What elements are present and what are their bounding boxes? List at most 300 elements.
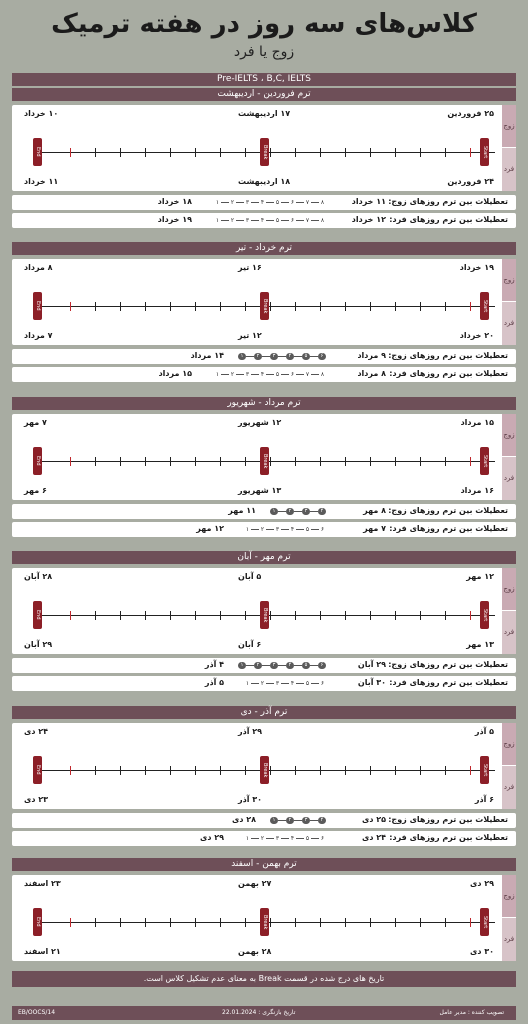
odd-holiday-row [12, 831, 516, 846]
term-header: ترم مهر - آبان [12, 551, 516, 564]
even-holiday-row [12, 349, 516, 364]
end-even-date: ۱۰ خرداد [24, 109, 59, 118]
term-header: ترم آذر - دی [12, 706, 516, 719]
holiday-label: تعطیلات بین ترم روزهای فرد: [389, 369, 508, 378]
holiday-step: ۱ [270, 817, 278, 824]
odd-holiday-row [12, 522, 516, 537]
holiday-step: ۱ [238, 662, 246, 669]
holiday-step: ۵ [305, 526, 310, 533]
holiday-step: ۱ [245, 835, 250, 842]
timeline-tick [95, 457, 96, 466]
timeline-tick [245, 457, 246, 466]
start-even-date: ۱۹ خرداد [459, 263, 494, 272]
term-header: ترم خرداد - تیر [12, 242, 516, 255]
end-marker: End [33, 756, 42, 784]
timeline-tick [370, 766, 371, 775]
timeline-panel [12, 105, 516, 191]
step-connector [251, 529, 259, 530]
step-connector [296, 529, 304, 530]
step-connector [221, 374, 229, 375]
holiday-step: ۲ [254, 353, 262, 360]
holiday-from-date: ۹ مرداد [357, 351, 386, 360]
footer-code: EB/OOCS/14 [18, 1009, 56, 1016]
holiday-step: ۵ [305, 835, 310, 842]
timeline-tick [270, 611, 271, 620]
holiday-from-date: ۲۴ دی [362, 833, 386, 842]
holiday-step: ۲ [286, 508, 294, 515]
start-marker: Start [480, 292, 489, 320]
holiday-step: ۵ [275, 199, 280, 206]
holiday-step: ۶ [320, 835, 325, 842]
step-connector [311, 374, 319, 375]
holiday-step: ۷ [305, 371, 310, 378]
step-connector [236, 374, 244, 375]
holiday-step: ۴ [290, 835, 295, 842]
end-odd-date: ۶ مهر [24, 486, 47, 495]
zone-odd: فرد [502, 766, 516, 809]
holiday-step: ۲ [230, 371, 235, 378]
term-section [12, 242, 516, 393]
break-odd-date: ۳۰ آذر [238, 795, 263, 804]
holiday-step: ۱ [215, 199, 220, 206]
step-connector [251, 374, 259, 375]
holiday-step: ۶ [290, 217, 295, 224]
even-holiday-row [12, 813, 516, 828]
start-even-date: ۱۲ مهر [466, 572, 494, 581]
timeline-tick [70, 611, 71, 620]
timeline-panel [12, 259, 516, 345]
timeline-tick [195, 918, 196, 927]
step-connector [236, 202, 244, 203]
holiday-step: ۶ [320, 680, 325, 687]
zone-even: زوج [502, 259, 516, 301]
holiday-step: ۳ [245, 199, 250, 206]
step-connector [262, 665, 270, 666]
step-connector [251, 683, 259, 684]
timeline-panel [12, 875, 516, 961]
start-marker: Start [480, 447, 489, 475]
timeline-tick [370, 918, 371, 927]
timeline-tick [145, 611, 146, 620]
footer-bar [12, 1006, 516, 1020]
holiday-step: ۱ [215, 217, 220, 224]
holiday-step: ۶ [318, 353, 326, 360]
timeline-tick [295, 302, 296, 311]
holiday-from-date: ۲۹ آبان [357, 660, 386, 669]
timeline-tick [70, 918, 71, 927]
timeline-tick [320, 611, 321, 620]
timeline-tick [445, 611, 446, 620]
break-even-date: ۵ آبان [238, 572, 262, 581]
step-connector [310, 820, 318, 821]
timeline-tick [345, 766, 346, 775]
holiday-to-date: ۱۱ مهر [228, 506, 256, 515]
timeline-tick [170, 302, 171, 311]
step-connector [281, 838, 289, 839]
timeline-tick [170, 766, 171, 775]
start-even-date: ۵ آذر [474, 727, 494, 736]
timeline-tick [370, 148, 371, 157]
timeline-tick [420, 148, 421, 157]
holiday-steps [270, 817, 326, 824]
timeline-tick [370, 611, 371, 620]
timeline-tick [70, 302, 71, 311]
timeline-panel [12, 414, 516, 500]
holiday-to-date: ۵ آذر [204, 678, 224, 687]
timeline-tick [220, 918, 221, 927]
step-connector [294, 356, 302, 357]
end-marker: End [33, 908, 42, 936]
zone-odd: فرد [502, 302, 516, 345]
holiday-label: تعطیلات بین ترم روزهای فرد: [389, 215, 508, 224]
timeline-tick [70, 457, 71, 466]
timeline-tick [245, 611, 246, 620]
end-even-date: ۸ مرداد [24, 263, 53, 272]
timeline-tick [170, 457, 171, 466]
timeline-tick [320, 918, 321, 927]
timeline-tick [445, 918, 446, 927]
term-section [12, 88, 516, 239]
holiday-from-date: ۳۰ آبان [357, 678, 386, 687]
step-connector [311, 220, 319, 221]
holiday-from-date: ۲۵ دی [362, 815, 386, 824]
footer-approved: تصویب کننده : مدیر عامل [439, 1009, 504, 1016]
holiday-step: ۲ [230, 199, 235, 206]
timeline-panel [12, 568, 516, 654]
timeline-panel [12, 723, 516, 809]
step-connector [221, 220, 229, 221]
step-connector [251, 220, 259, 221]
holiday-to-date: ۱۵ مرداد [158, 369, 192, 378]
holiday-step: ۸ [320, 371, 325, 378]
timeline-tick [70, 148, 71, 157]
zone-odd: فرد [502, 148, 516, 191]
holiday-step: ۳ [245, 371, 250, 378]
start-odd-date: ۳۰ دی [470, 947, 494, 956]
holiday-label: تعطیلات بین ترم روزهای زوج: [388, 815, 508, 824]
holiday-steps [214, 217, 326, 224]
holiday-step: ۵ [275, 217, 280, 224]
timeline-tick [145, 302, 146, 311]
holiday-step: ۳ [270, 662, 278, 669]
break-even-date: ۱۷ اردیبهشت [238, 109, 291, 118]
holiday-step: ۴ [260, 217, 265, 224]
timeline-tick [220, 457, 221, 466]
end-odd-date: ۲۹ آبان [24, 640, 53, 649]
timeline-tick [145, 918, 146, 927]
holiday-step: ۳ [275, 680, 280, 687]
holiday-step: ۳ [270, 353, 278, 360]
holiday-step: ۲ [260, 526, 265, 533]
timeline-tick [370, 302, 371, 311]
holiday-step: ۳ [302, 817, 310, 824]
step-connector [296, 838, 304, 839]
holiday-step: ۲ [230, 217, 235, 224]
timeline-tick [445, 766, 446, 775]
holiday-to-date: ۲۸ دی [232, 815, 256, 824]
timeline-tick [420, 457, 421, 466]
step-connector [251, 838, 259, 839]
holiday-steps [244, 680, 326, 687]
start-odd-date: ۲۰ خرداد [459, 331, 494, 340]
break-marker: Break [260, 138, 269, 166]
timeline-tick [445, 148, 446, 157]
holiday-to-date: ۲۹ دی [200, 833, 224, 842]
timeline-tick [95, 148, 96, 157]
holiday-step: ۵ [305, 680, 310, 687]
timeline-tick [120, 766, 121, 775]
step-connector [281, 529, 289, 530]
holiday-step: ۳ [245, 217, 250, 224]
holiday-step: ۳ [302, 508, 310, 515]
timeline-tick [170, 611, 171, 620]
timeline-tick [120, 148, 121, 157]
holiday-to-date: ۴ آذر [204, 660, 224, 669]
holiday-steps [270, 508, 326, 515]
end-marker: End [33, 292, 42, 320]
step-connector [310, 356, 318, 357]
timeline-tick [220, 611, 221, 620]
start-odd-date: ۱۳ مهر [466, 640, 494, 649]
break-marker: Break [260, 601, 269, 629]
break-marker: Break [260, 447, 269, 475]
timeline-tick [270, 302, 271, 311]
holiday-step: ۱ [215, 371, 220, 378]
timeline-tick [295, 918, 296, 927]
holiday-step: ۴ [286, 353, 294, 360]
holiday-steps [214, 371, 326, 378]
timeline-tick [395, 918, 396, 927]
holiday-to-date: ۱۴ مرداد [190, 351, 224, 360]
timeline-tick [470, 302, 471, 311]
holiday-step: ۲ [286, 817, 294, 824]
holiday-step: ۱ [245, 526, 250, 533]
holiday-step: ۶ [290, 199, 295, 206]
holiday-from-date: ۱۱ خرداد [351, 197, 386, 206]
timeline-tick [95, 302, 96, 311]
timeline-tick [470, 766, 471, 775]
step-connector [311, 202, 319, 203]
timeline-tick [345, 148, 346, 157]
holiday-step: ۳ [275, 526, 280, 533]
even-holiday-row [12, 195, 516, 210]
holiday-step: ۶ [318, 662, 326, 669]
timeline-tick [195, 302, 196, 311]
end-even-date: ۲۴ دی [24, 727, 48, 736]
timeline-tick [445, 302, 446, 311]
timeline-tick [320, 302, 321, 311]
term-section [12, 706, 516, 857]
step-connector [266, 220, 274, 221]
end-odd-date: ۲۱ اسفند [24, 947, 61, 956]
end-even-date: ۲۳ اسفند [24, 879, 61, 888]
start-even-date: ۱۵ مرداد [460, 418, 494, 427]
step-connector [296, 683, 304, 684]
step-connector [262, 356, 270, 357]
term-header: ترم بهمن - اسفند [12, 858, 516, 871]
step-connector [278, 511, 286, 512]
holiday-label: تعطیلات بین ترم روزهای زوج: [388, 351, 508, 360]
step-connector [311, 529, 319, 530]
break-odd-date: ۱۸ اردیبهشت [238, 177, 291, 186]
holiday-from-date: ۸ مرداد [357, 369, 386, 378]
holiday-step: ۲ [260, 835, 265, 842]
holiday-to-date: ۱۸ خرداد [157, 197, 192, 206]
timeline-tick [70, 766, 71, 775]
start-marker: Start [480, 908, 489, 936]
holiday-steps [238, 662, 326, 669]
step-connector [278, 820, 286, 821]
timeline-tick [120, 611, 121, 620]
even-holiday-row [12, 504, 516, 519]
holiday-steps [244, 835, 326, 842]
timeline-tick [270, 148, 271, 157]
holiday-step: ۳ [275, 835, 280, 842]
timeline-tick [445, 457, 446, 466]
step-connector [266, 529, 274, 530]
break-marker: Break [260, 908, 269, 936]
holiday-step: ۷ [305, 199, 310, 206]
step-connector [266, 683, 274, 684]
step-connector [266, 838, 274, 839]
timeline-tick [220, 148, 221, 157]
timeline-tick [345, 918, 346, 927]
step-connector [311, 683, 319, 684]
timeline-tick [195, 766, 196, 775]
holiday-step: ۴ [260, 371, 265, 378]
holiday-step: ۴ [286, 662, 294, 669]
timeline-tick [345, 611, 346, 620]
step-connector [281, 202, 289, 203]
step-connector [246, 356, 254, 357]
timeline-tick [170, 918, 171, 927]
timeline-tick [395, 457, 396, 466]
timeline-tick [470, 918, 471, 927]
step-connector [294, 511, 302, 512]
zone-odd: فرد [502, 918, 516, 961]
holiday-step: ۷ [305, 217, 310, 224]
timeline-tick [145, 148, 146, 157]
zone-even: زوج [502, 875, 516, 917]
holiday-step: ۵ [302, 353, 310, 360]
start-odd-date: ۶ آذر [474, 795, 494, 804]
step-connector [281, 374, 289, 375]
holiday-label: تعطیلات بین ترم روزهای زوج: [388, 197, 508, 206]
timeline-tick [320, 766, 321, 775]
holiday-steps [214, 199, 326, 206]
step-connector [310, 665, 318, 666]
timeline-tick [120, 457, 121, 466]
timeline-tick [245, 918, 246, 927]
timeline-tick [320, 457, 321, 466]
break-even-date: ۲۷ بهمن [238, 879, 272, 888]
holiday-step: ۶ [290, 371, 295, 378]
step-connector [294, 820, 302, 821]
zone-even: زوج [502, 414, 516, 456]
levels-bar: Pre-IELTS ، B,C, IELTS [12, 73, 516, 86]
timeline-tick [470, 611, 471, 620]
timeline-tick [245, 302, 246, 311]
break-odd-date: ۱۳ شهریور [238, 486, 282, 495]
timeline-tick [345, 302, 346, 311]
timeline-tick [195, 611, 196, 620]
start-even-date: ۲۹ دی [470, 879, 494, 888]
timeline-tick [195, 148, 196, 157]
timeline-tick [145, 766, 146, 775]
timeline-tick [420, 611, 421, 620]
footnote: تاریخ های درج شده در قسمت Break به معنای عدم تشکیل کلاس است. [12, 971, 516, 987]
holiday-step: ۱ [245, 680, 250, 687]
zone-odd: فرد [502, 457, 516, 500]
end-odd-date: ۷ مرداد [24, 331, 53, 340]
timeline-tick [320, 148, 321, 157]
holiday-to-date: ۱۹ خرداد [157, 215, 192, 224]
break-even-date: ۱۲ شهریور [238, 418, 282, 427]
timeline-tick [395, 611, 396, 620]
end-marker: End [33, 447, 42, 475]
timeline-tick [295, 611, 296, 620]
odd-holiday-row [12, 676, 516, 691]
holiday-to-date: ۱۲ مهر [196, 524, 224, 533]
step-connector [311, 838, 319, 839]
step-connector [251, 202, 259, 203]
timeline-tick [245, 148, 246, 157]
holiday-label: تعطیلات بین ترم روزهای فرد: [389, 678, 508, 687]
break-marker: Break [260, 292, 269, 320]
step-connector [281, 683, 289, 684]
break-odd-date: ۶ آبان [238, 640, 262, 649]
timeline-tick [395, 302, 396, 311]
timeline-tick [270, 918, 271, 927]
term-header: ترم مرداد - شهریور [12, 397, 516, 410]
start-marker: Start [480, 138, 489, 166]
timeline-tick [220, 302, 221, 311]
timeline-tick [220, 766, 221, 775]
step-connector [278, 356, 286, 357]
holiday-step: ۴ [260, 199, 265, 206]
holiday-steps [238, 353, 326, 360]
term-section [12, 397, 516, 548]
timeline-tick [420, 302, 421, 311]
break-odd-date: ۱۲ تیر [238, 331, 262, 340]
holiday-from-date: ۱۲ خرداد [351, 215, 386, 224]
step-connector [278, 665, 286, 666]
footer-revision: تاریخ بازنگری : 22.01.2024 [222, 1009, 296, 1016]
end-marker: End [33, 601, 42, 629]
step-connector [246, 665, 254, 666]
step-connector [294, 665, 302, 666]
timeline-tick [345, 457, 346, 466]
zone-even: زوج [502, 105, 516, 147]
start-odd-date: ۱۶ مرداد [460, 486, 494, 495]
holiday-steps [244, 526, 326, 533]
timeline-tick [420, 766, 421, 775]
odd-holiday-row [12, 213, 516, 228]
step-connector [266, 374, 274, 375]
break-marker: Break [260, 756, 269, 784]
timeline-tick [395, 148, 396, 157]
timeline-tick [120, 302, 121, 311]
step-connector [296, 202, 304, 203]
holiday-label: تعطیلات بین ترم روزهای زوج: [388, 660, 508, 669]
even-holiday-row [12, 658, 516, 673]
timeline-tick [295, 148, 296, 157]
holiday-step: ۵ [275, 371, 280, 378]
timeline-tick [195, 457, 196, 466]
end-odd-date: ۱۱ خرداد [24, 177, 59, 186]
holiday-step: ۸ [320, 199, 325, 206]
holiday-step: ۸ [320, 217, 325, 224]
